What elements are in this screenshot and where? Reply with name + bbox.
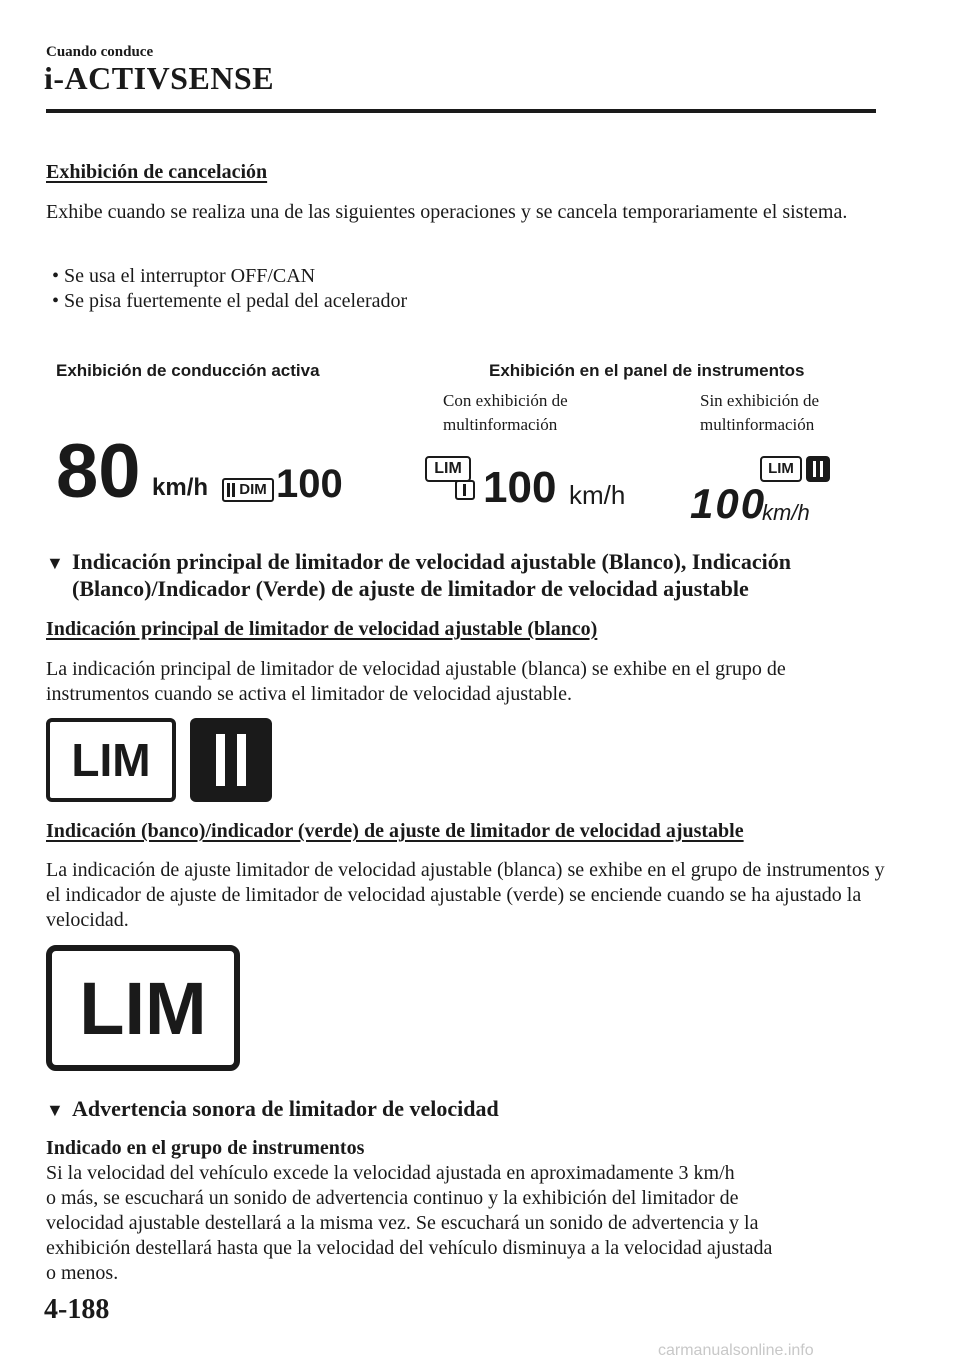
main-indicator-graphic <box>46 718 272 802</box>
watermark: carmanualsonline.info <box>658 1342 814 1359</box>
caption-instrument-panel: Exhibición en el panel de instrumentos <box>489 361 805 380</box>
cancel-heading: Exhibición de cancelación <box>46 161 268 183</box>
caption-with-multiinfo: Con exhibición de multinformación <box>443 391 568 434</box>
section-heading-indicators: ▼ Indicación principal de limitador de velocidad ajustable (Blanco), Indicación (Blanco)/Indicador (Verde) de ajuste de limitador de velocidad ajustable <box>46 549 791 601</box>
segment-speed: 100 <box>690 480 767 527</box>
pause-icon <box>455 480 475 500</box>
active-driving-display <box>56 429 366 514</box>
setting-indicator-heading: Indicación (banco)/indicador (verde) de ajuste de limitador de velocidad ajustable <box>46 820 744 842</box>
setting-indicator-body: La indicación de ajuste limitador de velocidad ajustable (blanca) se exhibe en el grupo de instrumentos y el indicador de ajuste de limitador de velocidad ajustable (verde) se enciende cuando se ha ajustado la velocidad. <box>46 859 885 931</box>
pause-icon <box>190 718 272 802</box>
lim-icon: LIM <box>46 945 240 1071</box>
section-title: i-ACTIVSENSE <box>44 60 275 96</box>
audible-warning-body: Si la velocidad del vehículo excede la velocidad ajustada en aproximadamente 3 km/h o más, se escuchará un sonido de advertencia continuo y la exhibición del limitador de velocidad ajustable destellará a la misma vez. Se escuchará un sonido de advertencia y la exhibición destellará hasta que la velocidad del vehículo disminuya a la velocidad ajustada o menos. <box>46 1162 773 1284</box>
active-speed: 80 <box>56 429 141 514</box>
audible-warning-subheading: Indicado en el grupo de instrumentos <box>46 1137 365 1159</box>
main-indicator-heading: Indicación principal de limitador de velocidad ajustable (blanco) <box>46 618 598 640</box>
caption-without-multiinfo: Sin exhibición de multinformación <box>700 391 819 434</box>
section-label: Cuando conduce <box>46 44 154 60</box>
triangle-icon: ▼ <box>46 1100 64 1120</box>
cancel-bullet-1: • Se usa el interruptor OFF/CAN <box>52 265 316 287</box>
main-indicator-body: La indicación principal de limitador de velocidad ajustable (blanca) se exhibe en el grupo de instrumentos cuando se activa el limitador de velocidad ajustable. <box>46 658 786 705</box>
cancel-bullet-2: • Se pisa fuertemente el pedal del acelerador <box>52 290 408 312</box>
pause-icon <box>806 456 830 482</box>
caption-active-display: Exhibición de conducción activa <box>56 361 320 380</box>
lim-icon: LIM <box>760 456 802 482</box>
panel-unit: km/h <box>569 480 626 510</box>
panel-display-with-multiinfo <box>425 456 635 516</box>
lim-icon: LIM <box>425 456 471 482</box>
panel-speed: 100 <box>483 463 557 512</box>
section-heading-audible-warning: ▼ Advertencia sonora de limitador de velocidad <box>46 1096 499 1121</box>
triangle-icon: ▼ <box>46 553 64 573</box>
page-number: 4-188 <box>44 1294 110 1325</box>
header-rule <box>46 109 876 113</box>
cancel-body: Exhibe cuando se realiza una de las siguientes operaciones y se cancela temporariamente el sistema. <box>46 201 848 223</box>
active-unit: km/h <box>152 474 209 501</box>
dim-icon: DIM <box>222 478 274 502</box>
lim-icon: LIM <box>46 718 176 802</box>
panel-display-without-multiinfo <box>690 456 835 528</box>
segment-unit: km/h <box>762 500 810 525</box>
active-limit: 100 <box>276 462 343 506</box>
